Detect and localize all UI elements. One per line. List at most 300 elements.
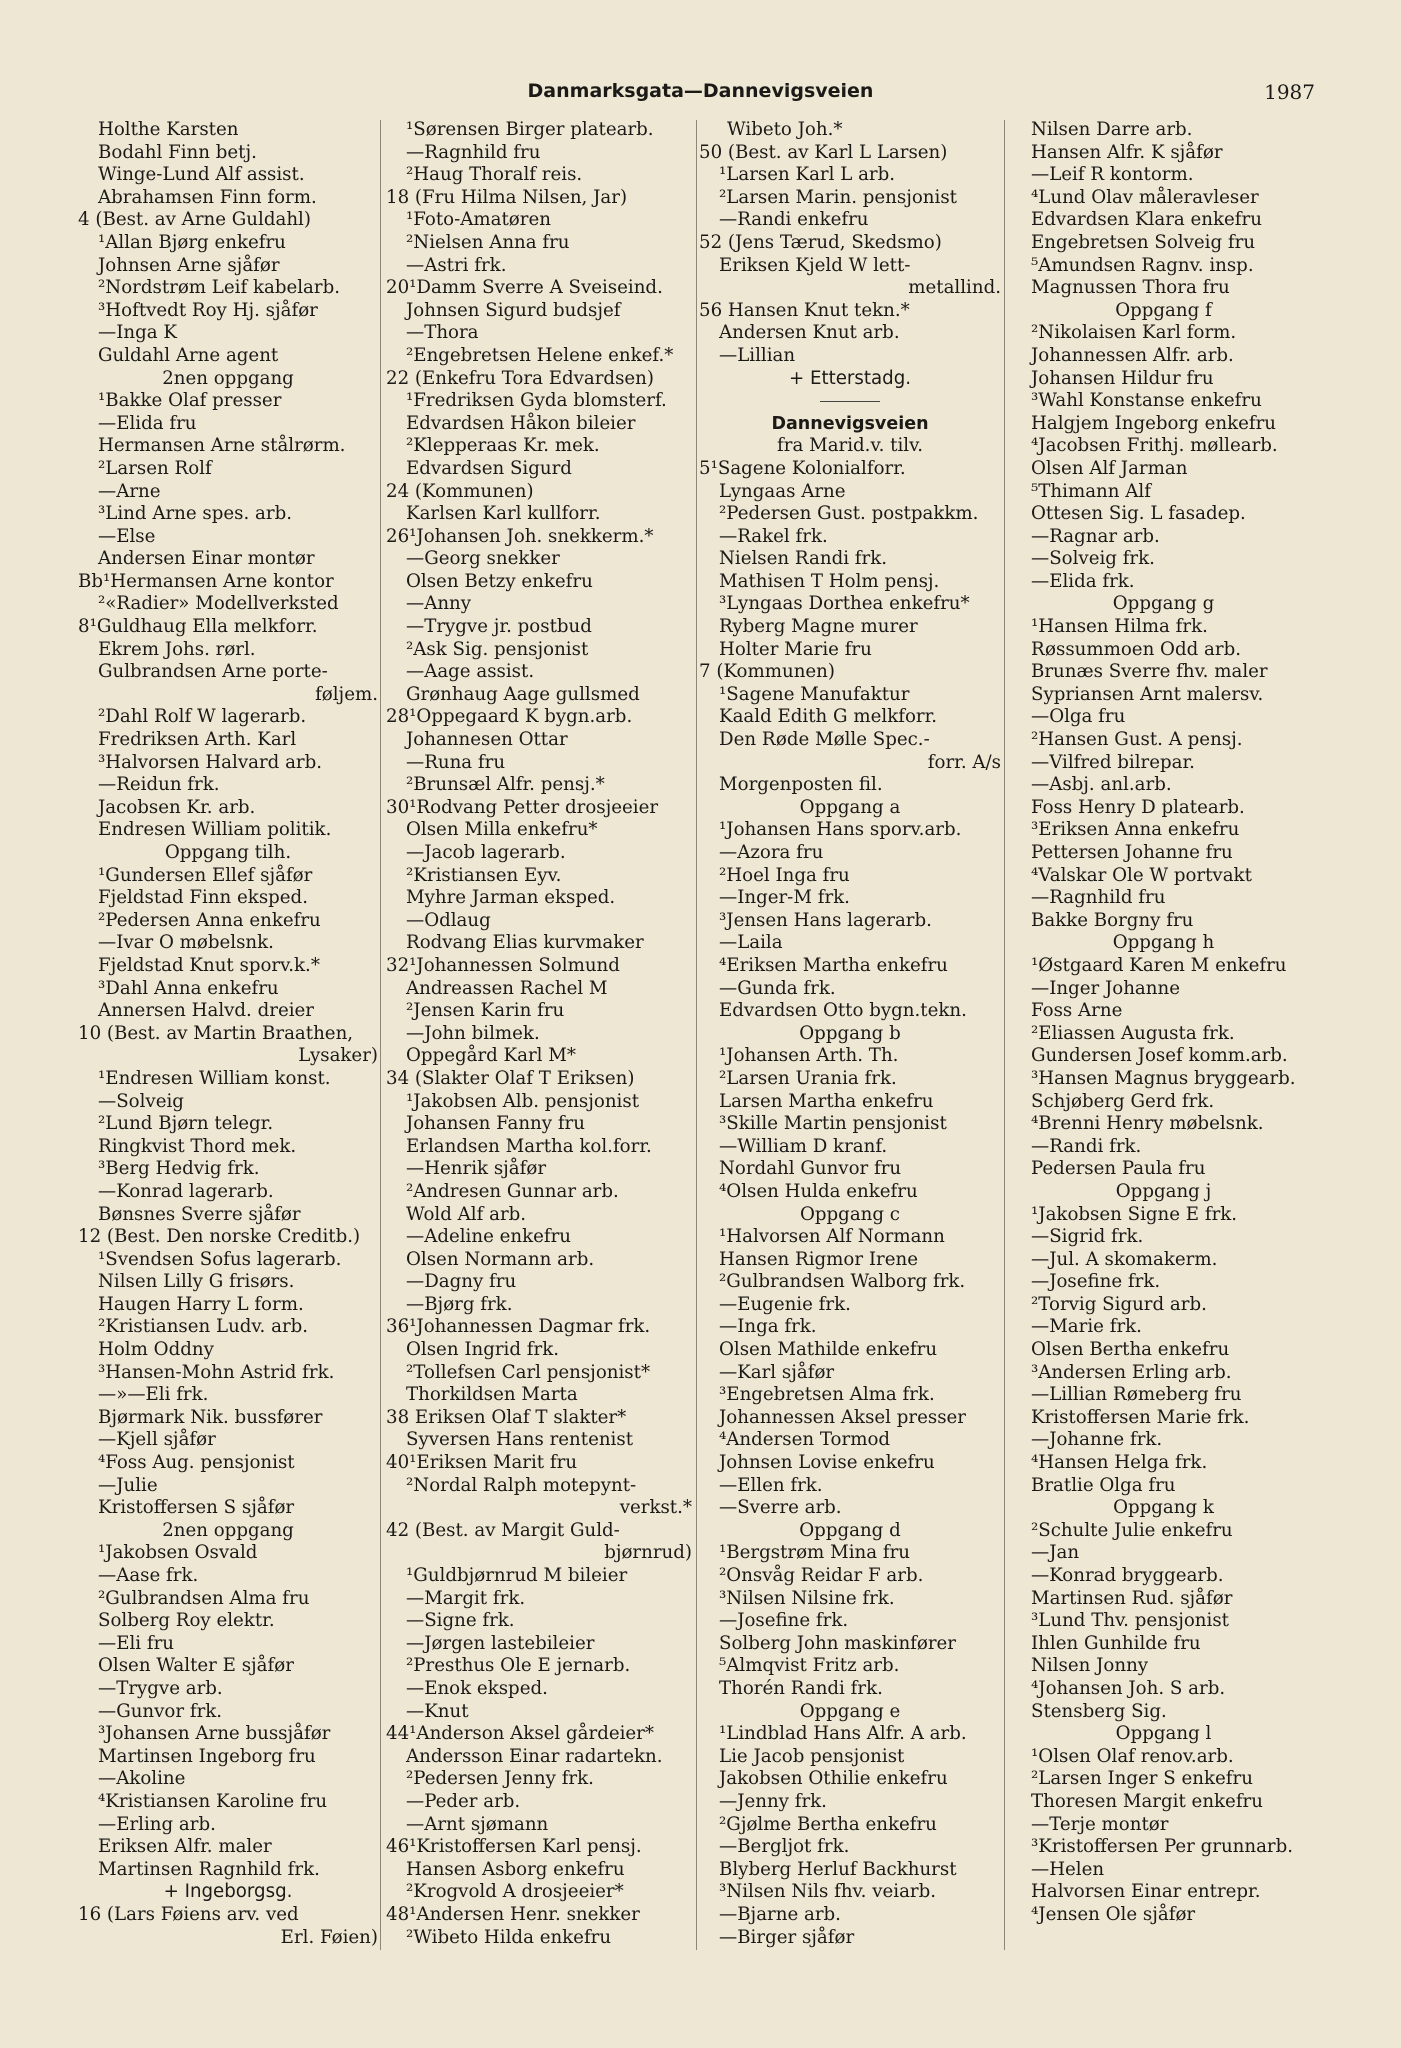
directory-entry: ²Larsen Marin. pensjonist <box>719 186 957 208</box>
directory-entry: 36¹Johannessen Dagmar frk. <box>386 1316 651 1338</box>
directory-entry: ³Kristoffersen Per grunnarb. <box>1031 1836 1294 1858</box>
directory-entry: 8¹Guldhaug Ella melkforr. <box>78 616 318 638</box>
directory-entry: —Inga K <box>98 322 177 344</box>
directory-entry: ²Schulte Julie enkefru <box>1031 1519 1233 1541</box>
directory-column-1 <box>78 119 378 1949</box>
directory-entry: ⁴Johansen Joh. S arb. <box>1031 1677 1226 1699</box>
directory-entry: Andersen Einar montør <box>98 548 315 570</box>
directory-entry: 34 (Slakter Olaf T Eriksen) <box>386 1067 635 1089</box>
section-label: + Etterstadg. <box>788 367 912 389</box>
section-label: fra Marid.v. tilv. <box>777 435 923 457</box>
directory-entry: Johansen Hildur fru <box>1031 367 1214 389</box>
section-label: Oppgang e <box>799 1700 901 1722</box>
directory-entry: —Gunvor frk. <box>98 1700 223 1722</box>
directory-entry: —Jørgen lastebileier <box>406 1632 595 1654</box>
directory-entry: —Laila <box>719 932 783 954</box>
directory-entry: —Erling arb. <box>98 1813 216 1835</box>
directory-entry: Kristoffersen Marie frk. <box>1031 1406 1250 1428</box>
directory-entry: Grønhaug Aage gullsmed <box>406 683 640 705</box>
directory-entry: Engebretsen Solveig fru <box>1031 231 1256 253</box>
column-divider <box>696 120 697 1950</box>
directory-entry: ⁵Almqvist Fritz arb. <box>719 1655 900 1677</box>
directory-entry: —Inger Johanne <box>1031 977 1180 999</box>
directory-entry: ¹Guldbjørnrud M bileier <box>406 1565 628 1586</box>
section-divider <box>699 390 1001 413</box>
directory-entry: ⁴Valskar Ole W portvakt <box>1031 864 1252 886</box>
directory-entry: ³Jensen Hans lagerarb. <box>719 909 932 931</box>
directory-entry: —Lillian Rømeberg fru <box>1031 1384 1242 1406</box>
directory-entry: —Elida fru <box>98 412 197 434</box>
directory-entry: Wibeto Joh.* <box>727 119 843 140</box>
directory-entry: Fredriksen Arth. Karl <box>98 729 297 751</box>
directory-entry: —Solveig frk. <box>1031 548 1155 570</box>
directory-entry: Johannessen Aksel presser <box>719 1406 966 1428</box>
directory-entry: ⁴Brenni Henry møbelsnk. <box>1031 1113 1264 1135</box>
directory-entry: Fjeldstad Finn eksped. <box>98 887 308 909</box>
directory-entry: Stensberg Sig. <box>1031 1700 1167 1722</box>
section-label: Oppgang tilh. <box>164 842 292 863</box>
directory-entry: ¹Lindblad Hans Alfr. A arb. <box>719 1723 967 1745</box>
directory-entry: Annersen Halvd. dreier <box>98 1000 314 1022</box>
directory-entry: ¹Sørensen Birger platearb. <box>406 119 654 140</box>
directory-entry: Olsen Alf Jarman <box>1031 457 1188 479</box>
directory-entry: ³Engebretsen Alma frk. <box>719 1384 935 1406</box>
directory-entry: Erl. Føien) <box>280 1926 378 1948</box>
section-label: Oppgang c <box>799 1203 900 1225</box>
directory-entry: ¹Sagene Manufaktur <box>719 683 910 705</box>
directory-entry: Andreassen Rachel M <box>406 977 608 999</box>
directory-entry: Myhre Jarman eksped. <box>406 887 616 909</box>
directory-entry: ²Krogvold A drosjeeier* <box>406 1881 624 1903</box>
directory-entry: Olsen Betzy enkefru <box>406 570 593 592</box>
directory-entry: —Knut <box>406 1700 469 1722</box>
directory-entry: Haugen Harry L form. <box>98 1293 304 1315</box>
directory-entry: Lysaker) <box>298 1045 378 1067</box>
directory-entry: —Inger-M frk. <box>719 887 850 909</box>
directory-entry: ²Larsen Inger S enkefru <box>1031 1768 1253 1790</box>
directory-entry: Thoresen Margit enkefru <box>1031 1790 1263 1812</box>
directory-entry: Halvorsen Einar entrepr. <box>1031 1881 1261 1903</box>
directory-entry: ³Nilsen Nilsine frk. <box>719 1587 895 1609</box>
directory-entry: Rodvang Elias kurvmaker <box>406 932 644 954</box>
directory-entry: ³Andersen Erling arb. <box>1031 1361 1232 1383</box>
directory-entry: ⁴Eriksen Martha enkefru <box>719 954 948 976</box>
directory-entry: —Randi frk. <box>1031 1135 1142 1157</box>
directory-entry: —Elida frk. <box>1031 570 1135 592</box>
directory-entry: Sypriansen Arnt malersv. <box>1031 683 1264 705</box>
directory-entry: Johansen Fanny fru <box>406 1113 585 1135</box>
section-label: Oppgang k <box>1113 1497 1214 1519</box>
directory-entry: —Birger sjåfør <box>719 1926 855 1948</box>
directory-entry: —Akoline <box>98 1768 186 1790</box>
directory-entry: ²«Radier» Modellverksted <box>98 593 339 615</box>
directory-entry: ²Torvig Sigurd arb. <box>1031 1293 1207 1315</box>
directory-entry: ²Larsen Urania frk. <box>719 1067 897 1089</box>
directory-entry: —Gunda frk. <box>719 977 836 999</box>
directory-entry: Røssummoen Odd arb. <box>1031 638 1242 660</box>
directory-entry: —Ragnhild fru <box>406 141 541 163</box>
directory-entry: Thorkildsen Marta <box>406 1384 578 1406</box>
directory-entry: Syversen Hans rentenist <box>406 1429 634 1451</box>
directory-entry: ³Skille Martin pensjonist <box>719 1113 947 1135</box>
directory-entry: Ringkvist Thord mek. <box>98 1135 297 1157</box>
directory-entry: 22 (Enkefru Tora Edvardsen) <box>386 367 654 389</box>
directory-entry: —Rakel frk. <box>719 525 828 547</box>
section-label: Oppgang j <box>1115 1180 1212 1202</box>
directory-entry: —Johanne frk. <box>1031 1429 1163 1451</box>
directory-entry: Den Røde Mølle Spec.- <box>719 729 930 751</box>
section-label: Oppgang h <box>1112 932 1215 954</box>
directory-entry: —Ellen frk. <box>719 1474 823 1496</box>
directory-entry: —John bilmek. <box>406 1022 540 1044</box>
directory-entry: —Bjørg frk. <box>406 1293 513 1315</box>
directory-entry: ³Wahl Konstanse enkefru <box>1031 390 1262 412</box>
directory-entry: —Konrad lagerarb. <box>98 1180 274 1202</box>
directory-entry: ¹Allan Bjørg enkefru <box>98 231 286 253</box>
directory-entry: ¹Svendsen Sofus lagerarb. <box>98 1248 342 1270</box>
directory-entry: —Margit frk. <box>406 1587 526 1609</box>
directory-entry: ³Halvorsen Halvard arb. <box>98 751 323 773</box>
directory-entry: ²Nordal Ralph motepynt- <box>406 1474 637 1496</box>
directory-entry: —Solveig <box>98 1090 184 1112</box>
directory-entry: —Astri frk. <box>406 254 507 276</box>
directory-entry: Magnussen Thora fru <box>1031 277 1230 299</box>
directory-entry: ¹Johansen Hans sporv.arb. <box>719 819 962 841</box>
directory-entry: —Odlaug <box>406 909 491 931</box>
directory-entry: Lyngaas Arne <box>719 480 846 502</box>
directory-entry: —Josefine frk. <box>719 1610 849 1632</box>
directory-entry: Wold Alf arb. <box>406 1203 527 1225</box>
directory-entry: ³Nilsen Nils fhv. veiarb. <box>719 1881 937 1903</box>
directory-entry: 28¹Oppegaard K bygn.arb. <box>386 706 633 728</box>
directory-entry: —Adeline enkefru <box>406 1226 572 1248</box>
directory-entry: Nilsen Darre arb. <box>1031 119 1193 140</box>
directory-entry: —Aage assist. <box>406 661 535 683</box>
directory-entry: Lie Jacob pensjonist <box>719 1745 905 1767</box>
directory-entry: —Runa fru <box>406 751 506 773</box>
directory-entry: Johannesen Ottar <box>406 729 568 751</box>
directory-entry: ⁴Lund Olav måleravleser <box>1031 186 1259 208</box>
directory-entry: Edvardsen Otto bygn.tekn. <box>719 1000 967 1022</box>
directory-entry: 50 (Best. av Karl L Larsen) <box>699 141 948 163</box>
directory-entry: forr. A/s <box>927 751 1001 773</box>
directory-entry: Winge-Lund Alf assist. <box>98 164 305 186</box>
directory-entry: —Jul. A skomakerm. <box>1031 1248 1218 1270</box>
directory-entry: 56 Hansen Knut tekn.* <box>699 299 910 321</box>
directory-entry: Mathisen T Holm pensj. <box>719 570 940 592</box>
directory-entry: —Kjell sjåfør <box>98 1429 216 1451</box>
directory-entry: —Aase frk. <box>98 1565 199 1586</box>
directory-entry: Pedersen Paula fru <box>1031 1158 1206 1180</box>
directory-entry: ²Nielsen Anna fru <box>406 231 570 253</box>
directory-entry: ²Pedersen Gust. postpakkm. <box>719 503 979 525</box>
directory-entry: ²Brunsæl Alfr. pensj.* <box>406 774 605 796</box>
directory-entry: Olsen Normann arb. <box>406 1248 595 1270</box>
directory-entry: ²Larsen Rolf <box>98 457 212 479</box>
directory-entry: —»—Eli frk. <box>98 1384 209 1406</box>
directory-entry: ¹Johansen Arth. Th. <box>719 1045 899 1067</box>
directory-entry: —Jan <box>1031 1542 1080 1564</box>
directory-entry: —Marie frk. <box>1031 1316 1142 1338</box>
directory-entry: Bjørmark Nik. bussfører <box>98 1406 323 1428</box>
directory-entry: 52 (Jens Tærud, Skedsmo) <box>699 231 942 253</box>
directory-entry: —Julie <box>98 1474 158 1496</box>
directory-entry: Eriksen Kjeld W lett- <box>719 254 911 276</box>
directory-entry: Jacobsen Kr. arb. <box>98 796 256 818</box>
directory-entry: —Eli fru <box>98 1632 175 1654</box>
directory-entry: —Inga frk. <box>719 1316 817 1338</box>
directory-entry: Olsen Ingrid frk. <box>406 1339 560 1361</box>
directory-entry: Jakobsen Othilie enkefru <box>719 1768 948 1790</box>
directory-entry: Olsen Walter E sjåfør <box>98 1655 294 1677</box>
directory-entry: ¹Bergstrøm Mina fru <box>719 1542 910 1564</box>
directory-entry: —Bergljot frk. <box>719 1836 850 1858</box>
directory-entry: Hansen Alfr. K sjåfør <box>1031 141 1223 163</box>
directory-entry: ²Kristiansen Eyv. <box>406 864 562 886</box>
section-label: 2nen oppgang <box>162 1519 294 1541</box>
directory-entry: ²Gjølme Bertha enkefru <box>719 1813 937 1835</box>
directory-entry: —Georg snekker <box>406 548 560 570</box>
directory-entry: ¹Jakobsen Signe E frk. <box>1031 1203 1238 1225</box>
directory-entry: Nilsen Jonny <box>1031 1655 1149 1677</box>
directory-entry: —Arnt sjømann <box>406 1813 549 1835</box>
directory-entry: Kaald Edith G melkforr. <box>719 706 938 728</box>
column-divider <box>380 120 381 1950</box>
directory-entry: Martinsen Ragnhild frk. <box>98 1858 320 1880</box>
directory-column-4 <box>1011 119 1316 1927</box>
directory-entry: Bratlie Olga fru <box>1031 1474 1176 1496</box>
directory-entry: 46¹Kristoffersen Karl pensj. <box>386 1836 642 1858</box>
section-label: Oppgang g <box>1112 593 1215 615</box>
directory-entry: ²Klepperaas Kr. mek. <box>406 435 600 457</box>
directory-entry: Olsen Mathilde enkefru <box>719 1339 938 1361</box>
directory-entry: 48¹Andersen Henr. snekker <box>386 1903 640 1925</box>
section-label: + Ingeborgsg. <box>163 1881 293 1903</box>
directory-entry: ¹Gundersen Ellef sjåfør <box>98 864 313 886</box>
directory-entry: —Eugenie frk. <box>719 1293 851 1315</box>
directory-entry: ¹Larsen Karl L arb. <box>719 164 896 186</box>
directory-entry: —Ragnar arb. <box>1031 525 1160 547</box>
directory-entry: ²Haug Thoralf reis. <box>406 164 583 186</box>
directory-entry: ²Jensen Karin fru <box>406 1000 565 1022</box>
directory-entry: Endresen William politik. <box>98 819 332 841</box>
directory-entry: Erlandsen Martha kol.forr. <box>406 1135 652 1157</box>
directory-entry: —Thora <box>406 322 479 344</box>
directory-entry: 42 (Best. av Margit Guld- <box>386 1519 620 1541</box>
column-divider <box>1004 120 1005 1950</box>
directory-entry: ²Andresen Gunnar arb. <box>406 1180 619 1202</box>
directory-entry: —Lillian <box>719 344 796 366</box>
directory-entry: ³Dahl Anna enkefru <box>98 977 279 999</box>
directory-entry: 40¹Eriksen Marit fru <box>386 1452 578 1474</box>
directory-entry: Bb¹Hermansen Arne kontor <box>78 570 334 592</box>
directory-entry: 4 (Best. av Arne Guldahl) <box>78 209 311 231</box>
directory-entry: —Ragnhild fru <box>1031 887 1166 909</box>
directory-entry: Holter Marie fru <box>719 638 872 660</box>
directory-entry: ⁴Foss Aug. pensjonist <box>98 1452 295 1474</box>
directory-entry: —Leif R kontorm. <box>1031 164 1194 186</box>
directory-entry: —Josefine frk. <box>1031 1271 1161 1293</box>
directory-entry: —Jenny frk. <box>719 1790 827 1812</box>
directory-entry: —Peder arb. <box>406 1790 521 1812</box>
directory-entry: ²Gulbrandsen Alma fru <box>98 1587 310 1609</box>
directory-entry: —Else <box>98 525 156 547</box>
directory-entry: 18 (Fru Hilma Nilsen, Jar) <box>386 186 628 208</box>
directory-entry: ¹Endresen William konst. <box>98 1067 331 1089</box>
directory-entry: ²Ask Sig. pensjonist <box>406 638 589 660</box>
directory-entry: 38 Eriksen Olaf T slakter* <box>386 1406 627 1428</box>
directory-entry: ¹Halvorsen Alf Normann <box>719 1226 945 1248</box>
directory-entry: Johannessen Alfr. arb. <box>1031 344 1234 366</box>
directory-entry: 7 (Kommunen) <box>699 661 835 683</box>
directory-entry: —Konrad bryggearb. <box>1031 1565 1224 1586</box>
directory-entry: —Jacob lagerarb. <box>406 842 566 863</box>
directory-entry: 24 (Kommunen) <box>386 480 534 502</box>
directory-entry: Morgenposten fil. <box>719 774 883 796</box>
directory-entry: Karlsen Karl kullforr. <box>406 503 601 525</box>
directory-entry: —Reidun frk. <box>98 774 220 796</box>
directory-entry: ¹Olsen Olaf renov.arb. <box>1031 1745 1234 1767</box>
directory-entry: ¹Bakke Olaf presser <box>98 390 282 412</box>
directory-entry: 30¹Rodvang Petter drosjeeier <box>386 796 659 818</box>
directory-entry: Johnsen Arne sjåfør <box>98 254 280 276</box>
directory-entry: ²Engebretsen Helene enkef.* <box>406 344 674 366</box>
directory-entry: Bakke Borgny fru <box>1031 909 1194 931</box>
directory-entry: ³Lyngaas Dorthea enkefru* <box>719 593 970 615</box>
section-label: Oppgang f <box>1115 299 1212 321</box>
directory-entry: Ekrem Johs. rørl. <box>98 638 256 660</box>
directory-entry: ²Pedersen Anna enkefru <box>98 909 321 931</box>
directory-entry: ²Presthus Ole E jernarb. <box>406 1655 631 1677</box>
directory-entry: Solberg John maskinfører <box>719 1632 957 1654</box>
directory-entry: —Ivar O møbelsnk. <box>98 932 274 954</box>
directory-entry: Nilsen Lilly G frisørs. <box>98 1271 295 1293</box>
directory-entry: —William D kranf. <box>719 1135 888 1157</box>
directory-entry: Nielsen Randi frk. <box>719 548 888 570</box>
directory-entry: ²Eliassen Augusta frk. <box>1031 1022 1235 1044</box>
directory-entry: —Signe frk. <box>406 1610 515 1632</box>
directory-entry: ¹Jakobsen Alb. pensjonist <box>406 1090 640 1112</box>
directory-entry: Eriksen Alfr. maler <box>98 1836 272 1858</box>
directory-entry: verkst.* <box>619 1497 692 1519</box>
directory-entry: ³Lind Arne spes. arb. <box>98 503 293 525</box>
directory-entry: ²Gulbrandsen Walborg frk. <box>719 1271 966 1293</box>
directory-entry: —Enok eksped. <box>406 1677 548 1699</box>
directory-entry: Bønsnes Sverre sjåfør <box>98 1203 301 1225</box>
directory-entry: Martinsen Rud. sjåfør <box>1031 1587 1233 1609</box>
directory-entry: Hansen Asborg enkefru <box>406 1858 625 1880</box>
directory-entry: —Henrik sjåfør <box>406 1158 547 1180</box>
directory-entry: Olsen Bertha enkefru <box>1031 1339 1230 1361</box>
directory-entry: Foss Arne <box>1031 1000 1123 1022</box>
directory-entry: —Bjarne arb. <box>719 1903 841 1925</box>
directory-entry: ³Hansen Magnus bryggearb. <box>1031 1067 1296 1089</box>
directory-entry: Johnsen Lovise enkefru <box>719 1452 935 1474</box>
directory-entry: ²Tollefsen Carl pensjonist* <box>406 1361 651 1383</box>
directory-entry: —Dagny fru <box>406 1271 517 1293</box>
directory-entry: Holthe Karsten <box>98 119 239 140</box>
directory-entry: Fjeldstad Knut sporv.k.* <box>98 954 320 976</box>
directory-entry: —Terje montør <box>1031 1813 1169 1835</box>
directory-entry: 20¹Damm Sverre A Sveiseind. <box>386 277 663 299</box>
directory-entry: Hermansen Arne stålrørm. <box>98 435 346 457</box>
directory-entry: ²Pedersen Jenny frk. <box>406 1768 594 1790</box>
directory-entry: Kristoffersen S sjåfør <box>98 1497 295 1519</box>
directory-entry: Nordahl Gunvor fru <box>719 1158 902 1180</box>
directory-entry: ¹Jakobsen Osvald <box>98 1542 258 1564</box>
directory-entry: —Trygve arb. <box>98 1677 223 1699</box>
directory-entry: Edvardsen Klara enkefru <box>1031 209 1262 231</box>
directory-entry: ³Eriksen Anna enkefru <box>1031 819 1240 841</box>
directory-entry: Solberg Roy elektr. <box>98 1610 275 1632</box>
directory-entry: ³Berg Hedvig frk. <box>98 1158 260 1180</box>
directory-entry: ¹Østgaard Karen M enkefru <box>1031 954 1287 976</box>
directory-entry: Ihlen Gunhilde fru <box>1031 1632 1201 1654</box>
directory-entry: ²Wibeto Hilda enkefru <box>406 1926 612 1948</box>
directory-entry: Edvardsen Sigurd <box>406 457 572 479</box>
directory-entry: Guldahl Arne agent <box>98 344 279 366</box>
page-number: 1987 <box>1264 80 1315 104</box>
directory-entry: 32¹Johannessen Solmund <box>386 954 620 976</box>
directory-entry: ⁴Kristiansen Karoline fru <box>98 1790 328 1812</box>
directory-entry: Schjøberg Gerd frk. <box>1031 1090 1215 1112</box>
directory-entry: —Randi enkefru <box>719 209 869 231</box>
directory-entry: Hansen Rigmor Irene <box>719 1248 918 1270</box>
section-label: Oppgang a <box>799 796 901 818</box>
directory-entry: —Helen <box>1031 1858 1105 1880</box>
directory-column-3 <box>699 119 1001 1949</box>
directory-entry: Ottesen Sig. L fasadep. <box>1031 503 1246 525</box>
directory-entry: 10 (Best. av Martin Braathen, <box>78 1022 354 1044</box>
directory-entry: Oppegård Karl M* <box>406 1045 577 1067</box>
section-label: 2nen oppgang <box>162 367 294 389</box>
directory-entry: Holm Oddny <box>98 1339 214 1361</box>
directory-entry: føljem. <box>315 683 378 705</box>
directory-entry: Abrahamsen Finn form. <box>98 186 317 208</box>
directory-entry: —Sverre arb. <box>719 1497 842 1519</box>
directory-entry: Gundersen Josef komm.arb. <box>1031 1045 1288 1067</box>
directory-entry: 12 (Best. Den norske Creditb.) <box>78 1226 361 1248</box>
directory-entry: ¹Hansen Hilma frk. <box>1031 616 1208 638</box>
directory-entry: —Karl sjåfør <box>719 1361 835 1383</box>
directory-entry: ³Johansen Arne bussjåfør <box>98 1723 331 1745</box>
directory-entry: Johnsen Sigurd budsjef <box>406 299 621 321</box>
section-label: Oppgang l <box>1115 1723 1212 1745</box>
directory-entry: ⁴Jensen Ole sjåfør <box>1031 1903 1196 1925</box>
directory-entry: Olsen Milla enkefru* <box>406 819 598 841</box>
directory-column-2 <box>386 119 692 1949</box>
directory-entry: ⁴Andersen Tormod <box>719 1429 891 1451</box>
directory-entry: Blyberg Herluf Backhurst <box>719 1858 957 1880</box>
directory-entry: 44¹Anderson Aksel gårdeier* <box>386 1723 654 1745</box>
directory-entry: ²Onsvåg Reidar F arb. <box>719 1565 924 1586</box>
directory-entry: Brunæs Sverre fhv. maler <box>1031 661 1268 683</box>
directory-entry: Ryberg Magne murer <box>719 616 918 638</box>
directory-entry: —Asbj. anl.arb. <box>1031 774 1172 796</box>
directory-entry: —Arne <box>98 480 161 502</box>
directory-entry: ⁴Hansen Helga frk. <box>1031 1452 1208 1474</box>
directory-entry: ³Hoftvedt Roy Hj. sjåfør <box>98 299 318 321</box>
directory-entry: 26¹Johansen Joh. snekkerm.* <box>386 525 654 547</box>
page-title: Danmarksgata—Dannevigsveien <box>527 80 874 102</box>
directory-entry: ⁵Thimann Alf <box>1031 480 1151 502</box>
directory-entry: 5¹Sagene Kolonialforr. <box>699 457 906 479</box>
directory-entry: ²Nordstrøm Leif kabelarb. <box>98 277 341 299</box>
directory-entry: —Anny <box>406 593 472 615</box>
directory-entry: Thorén Randi frk. <box>719 1677 883 1699</box>
directory-entry: ⁵Amundsen Ragnv. insp. <box>1031 254 1254 276</box>
directory-entry: ³Hansen-Mohn Astrid frk. <box>98 1361 335 1383</box>
